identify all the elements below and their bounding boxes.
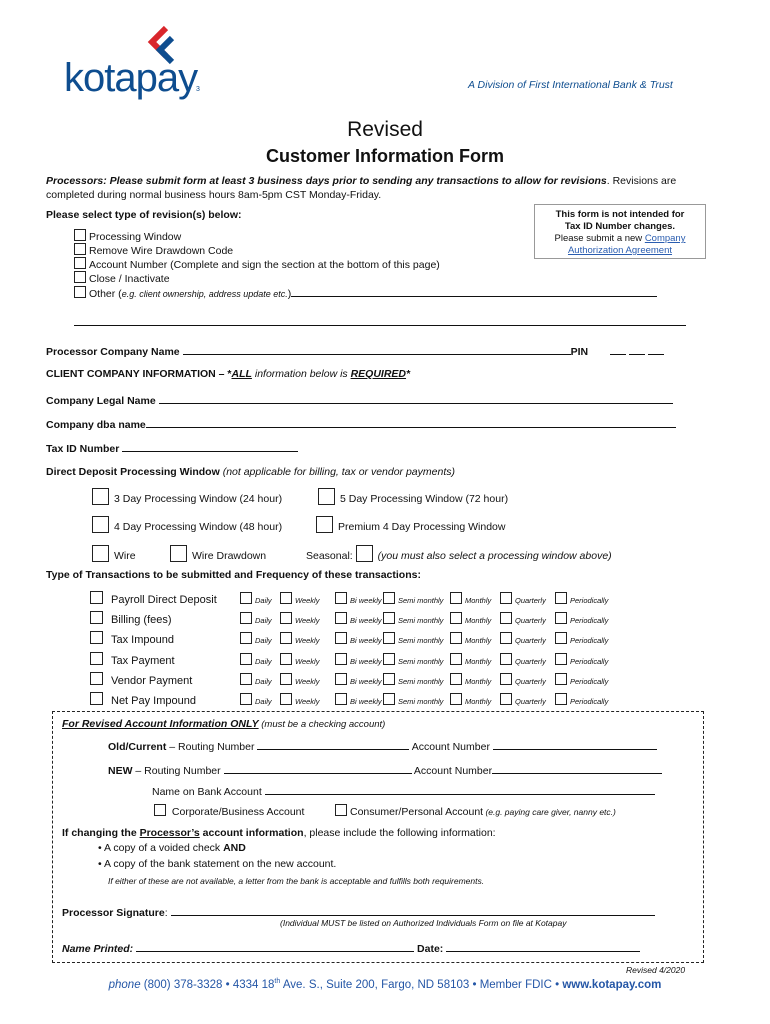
checkbox[interactable]	[335, 592, 347, 604]
frequency-option[interactable]: Daily	[240, 653, 272, 666]
frequency-option[interactable]: Monthly	[450, 592, 491, 605]
checkbox[interactable]	[555, 673, 567, 685]
revision-heading: Please select type of revision(s) below:	[46, 209, 242, 221]
frequency-option[interactable]: Bi weekly	[335, 673, 382, 686]
deposit-option-wire-drawdown[interactable]: Wire Drawdown	[170, 545, 266, 562]
frequency-option[interactable]: Weekly	[280, 693, 319, 706]
division-text: A Division of First International Bank & Trust	[468, 79, 673, 91]
frequency-option[interactable]: Monthly	[450, 693, 491, 706]
checkbox[interactable]	[500, 592, 512, 604]
checkbox[interactable]	[280, 653, 292, 665]
checkbox[interactable]	[555, 612, 567, 624]
new-routing-field[interactable]	[224, 763, 412, 774]
checkbox[interactable]	[170, 545, 187, 562]
checkbox[interactable]	[240, 653, 252, 665]
checkbox[interactable]	[335, 632, 347, 644]
checkbox[interactable]	[280, 632, 292, 644]
frequency-option[interactable]: Bi weekly	[335, 632, 382, 645]
checkbox[interactable]	[74, 229, 86, 241]
transaction-type[interactable]: Tax Impound	[90, 631, 174, 646]
checkbox[interactable]	[500, 612, 512, 624]
client-heading: CLIENT COMPANY INFORMATION – *ALL information below is REQUIRED*	[46, 368, 411, 380]
revision-option-other[interactable]: Other (e.g. client ownership, address update etc.)	[74, 286, 657, 300]
checkbox[interactable]	[383, 612, 395, 624]
tax-id-row: Tax ID Number	[46, 441, 298, 455]
intro-line-2: completed during normal business hours 8am-5pm CST Monday-Friday.	[46, 189, 382, 201]
frequency-option[interactable]: Periodically	[555, 673, 608, 686]
transaction-type[interactable]: Tax Payment	[90, 652, 175, 667]
frequency-option[interactable]: Daily	[240, 612, 272, 625]
frequency-option[interactable]: Semi monthly	[383, 592, 443, 605]
checkbox[interactable]	[500, 653, 512, 665]
checkbox[interactable]	[74, 271, 86, 283]
frequency-option[interactable]: Periodically	[555, 612, 608, 625]
consumer-account-option[interactable]: Consumer/Personal Account (e.g. paying care giver, nanny etc.)	[335, 804, 616, 818]
checkbox[interactable]	[240, 632, 252, 644]
checkbox[interactable]	[450, 673, 462, 685]
checkbox[interactable]	[240, 693, 252, 705]
checkbox[interactable]	[280, 612, 292, 624]
frequency-option[interactable]: Quarterly	[500, 612, 546, 625]
checkbox[interactable]	[383, 592, 395, 604]
checkbox[interactable]	[450, 653, 462, 665]
checkbox[interactable]	[450, 612, 462, 624]
frequency-option[interactable]: Periodically	[555, 653, 608, 666]
checkbox[interactable]	[90, 611, 103, 624]
signature-note: (Individual MUST be listed on Authorized Individuals Form on file at Kotapay	[280, 918, 567, 928]
deposit-option-5day[interactable]: 5 Day Processing Window (72 hour)	[318, 488, 508, 505]
date-field[interactable]	[446, 941, 640, 952]
frequency-option[interactable]: Periodically	[555, 693, 608, 706]
frequency-option[interactable]: Bi weekly	[335, 653, 382, 666]
checkbox[interactable]	[335, 693, 347, 705]
checkbox[interactable]	[240, 592, 252, 604]
website-link[interactable]: www.kotapay.com	[562, 978, 662, 991]
bullet-bank-statement: • A copy of the bank statement on the new account.	[98, 858, 337, 870]
bank-name-field[interactable]	[265, 784, 655, 795]
authorization-agreement-link[interactable]: Authorization Agreement	[567, 245, 673, 256]
frequency-option[interactable]: Quarterly	[500, 693, 546, 706]
checkbox[interactable]	[383, 632, 395, 644]
checkbox[interactable]	[335, 673, 347, 685]
frequency-option[interactable]: Weekly	[280, 673, 319, 686]
frequency-option[interactable]: Semi monthly	[383, 632, 443, 645]
checkbox[interactable]	[240, 612, 252, 624]
tax-id-note: This form is not intended for Tax ID Number changes. Please submit a new Company Authorization Agreement	[534, 204, 706, 259]
checkbox[interactable]	[280, 592, 292, 604]
transaction-type[interactable]: Payroll Direct Deposit	[90, 591, 217, 606]
checkbox[interactable]	[450, 693, 462, 705]
name-date-row: Name Printed: Date:	[62, 941, 640, 955]
new-account-field[interactable]	[492, 763, 662, 774]
old-account-field[interactable]	[493, 739, 657, 750]
new-account-row: NEW – Routing Number Account Number	[108, 763, 662, 777]
frequency-option[interactable]: Daily	[240, 693, 272, 706]
frequency-option[interactable]: Weekly	[280, 592, 319, 605]
frequency-option[interactable]: Bi weekly	[335, 592, 382, 605]
signature-row: Processor Signature:	[62, 905, 655, 919]
frequency-option[interactable]: Periodically	[555, 632, 608, 645]
frequency-option[interactable]: Periodically	[555, 592, 608, 605]
processor-company-row: Processor Company Name PIN	[46, 344, 664, 358]
checkbox[interactable]	[335, 653, 347, 665]
frequency-option[interactable]: Monthly	[450, 632, 491, 645]
corporate-account-option[interactable]: Corporate/Business Account	[154, 804, 304, 818]
frequency-option[interactable]: Semi monthly	[383, 693, 443, 706]
checkbox[interactable]	[356, 545, 373, 562]
checkbox[interactable]	[335, 612, 347, 624]
checkbox[interactable]	[92, 545, 109, 562]
intro-line-1: Processors: Please submit form at least 3 business days prior to sending any transactions to allow for revisions. Revisions are	[46, 175, 677, 187]
checkbox[interactable]	[74, 286, 86, 298]
deposit-option-3day[interactable]: 3 Day Processing Window (24 hour)	[92, 488, 282, 505]
deposit-option-wire[interactable]: Wire	[92, 545, 136, 562]
frequency-option[interactable]: Daily	[240, 673, 272, 686]
frequency-option[interactable]: Monthly	[450, 612, 491, 625]
frequency-option[interactable]: Bi weekly	[335, 612, 382, 625]
alternative-note: If either of these are not available, a letter from the bank is acceptable and fulfills both requirements.	[108, 876, 485, 886]
deposit-option-seasonal[interactable]: Seasonal: (you must also select a processing window above)	[306, 545, 612, 562]
deposit-option-4day[interactable]: 4 Day Processing Window (48 hour)	[92, 516, 282, 533]
checkbox[interactable]	[555, 693, 567, 705]
frequency-option[interactable]: Quarterly	[500, 653, 546, 666]
frequency-option[interactable]: Monthly	[450, 653, 491, 666]
checkbox[interactable]	[383, 693, 395, 705]
change-instruction: If changing the Processor’s account information, please include the following information:	[62, 827, 496, 839]
checkbox[interactable]	[383, 653, 395, 665]
frequency-option[interactable]: Quarterly	[500, 592, 546, 605]
legal-name-row: Company Legal Name	[46, 393, 673, 407]
checkbox[interactable]	[74, 257, 86, 269]
processor-company-field[interactable]	[183, 344, 571, 355]
checkbox[interactable]	[500, 693, 512, 705]
dba-name-field[interactable]	[146, 417, 676, 428]
company-link[interactable]: Company	[644, 233, 686, 244]
pin-field-3[interactable]	[648, 344, 664, 355]
frequency-option[interactable]: Quarterly	[500, 673, 546, 686]
frequency-option[interactable]: Weekly	[280, 612, 319, 625]
checkbox[interactable]	[500, 673, 512, 685]
frequency-option[interactable]: Monthly	[450, 673, 491, 686]
account-heading: For Revised Account Information ONLY (must be a checking account)	[62, 718, 386, 730]
checkbox[interactable]	[154, 804, 166, 816]
frequency-option[interactable]: Weekly	[280, 653, 319, 666]
checkbox[interactable]	[500, 632, 512, 644]
revision-option-close[interactable]: Close / Inactivate	[74, 271, 170, 285]
checkbox[interactable]	[555, 653, 567, 665]
revision-option-account-number[interactable]: Account Number (Complete and sign the section at the bottom of this page)	[74, 257, 440, 271]
old-routing-field[interactable]	[257, 739, 409, 750]
pin-field-1[interactable]	[610, 344, 626, 355]
revision-option-processing-window[interactable]: Processing Window	[74, 229, 181, 243]
tax-id-field[interactable]	[122, 441, 298, 452]
checkbox[interactable]	[90, 672, 103, 685]
transaction-type[interactable]: Billing (fees)	[90, 611, 172, 626]
revision-option-remove-wire[interactable]: Remove Wire Drawdown Code	[74, 243, 233, 257]
checkbox[interactable]	[335, 804, 347, 816]
frequency-option[interactable]: Semi monthly	[383, 673, 443, 686]
checkbox[interactable]	[555, 592, 567, 604]
pin-field-2[interactable]	[629, 344, 645, 355]
frequency-option[interactable]: Weekly	[280, 632, 319, 645]
bank-name-row: Name on Bank Account	[152, 784, 655, 798]
other-field-line-2[interactable]	[74, 325, 686, 326]
signature-field[interactable]	[171, 905, 655, 916]
checkbox[interactable]	[316, 516, 333, 533]
deposit-option-premium[interactable]: Premium 4 Day Processing Window	[316, 516, 505, 533]
page-title: Customer Information Form	[265, 146, 504, 166]
other-field[interactable]	[291, 286, 657, 297]
logo-sub: 3	[196, 86, 200, 93]
frequency-option[interactable]: Semi monthly	[383, 612, 443, 625]
checkbox[interactable]	[90, 591, 103, 604]
logo-text: kotapay	[64, 56, 198, 100]
checkbox[interactable]	[92, 516, 109, 533]
transaction-type[interactable]: Net Pay Impound	[90, 692, 196, 707]
checkbox[interactable]	[240, 673, 252, 685]
deposit-heading: Direct Deposit Processing Window (not applicable for billing, tax or vendor payments)	[46, 466, 455, 478]
bullet-voided-check: • A copy of a voided check AND	[98, 842, 246, 854]
checkbox[interactable]	[383, 673, 395, 685]
checkbox[interactable]	[450, 592, 462, 604]
footer-contact: phone (800) 378-3328 • 4334 18th Ave. S., Suite 200, Fargo, ND 58103 • Member FDIC • www.kotapay.com	[108, 978, 662, 991]
frequency-option[interactable]: Semi monthly	[383, 653, 443, 666]
transactions-heading: Type of Transactions to be submitted and Frequency of these transactions:	[46, 569, 421, 581]
revision-date: Revised 4/2020	[626, 965, 686, 975]
checkbox[interactable]	[90, 631, 103, 644]
checkbox[interactable]	[450, 632, 462, 644]
frequency-option[interactable]: Daily	[240, 632, 272, 645]
frequency-option[interactable]: Quarterly	[500, 632, 546, 645]
frequency-option[interactable]: Daily	[240, 592, 272, 605]
checkbox[interactable]	[280, 673, 292, 685]
dba-name-row: Company dba name	[46, 417, 676, 431]
checkbox[interactable]	[555, 632, 567, 644]
old-account-row: Old/Current – Routing Number Account Number	[108, 739, 657, 753]
transaction-type[interactable]: Vendor Payment	[90, 672, 192, 687]
checkbox[interactable]	[90, 652, 103, 665]
checkbox[interactable]	[280, 693, 292, 705]
checkbox[interactable]	[90, 692, 103, 705]
checkbox[interactable]	[318, 488, 335, 505]
frequency-option[interactable]: Bi weekly	[335, 693, 382, 706]
checkbox[interactable]	[92, 488, 109, 505]
name-printed-field[interactable]	[136, 941, 414, 952]
legal-name-field[interactable]	[159, 393, 673, 404]
checkbox[interactable]	[74, 243, 86, 255]
revised-heading: Revised	[347, 118, 423, 141]
